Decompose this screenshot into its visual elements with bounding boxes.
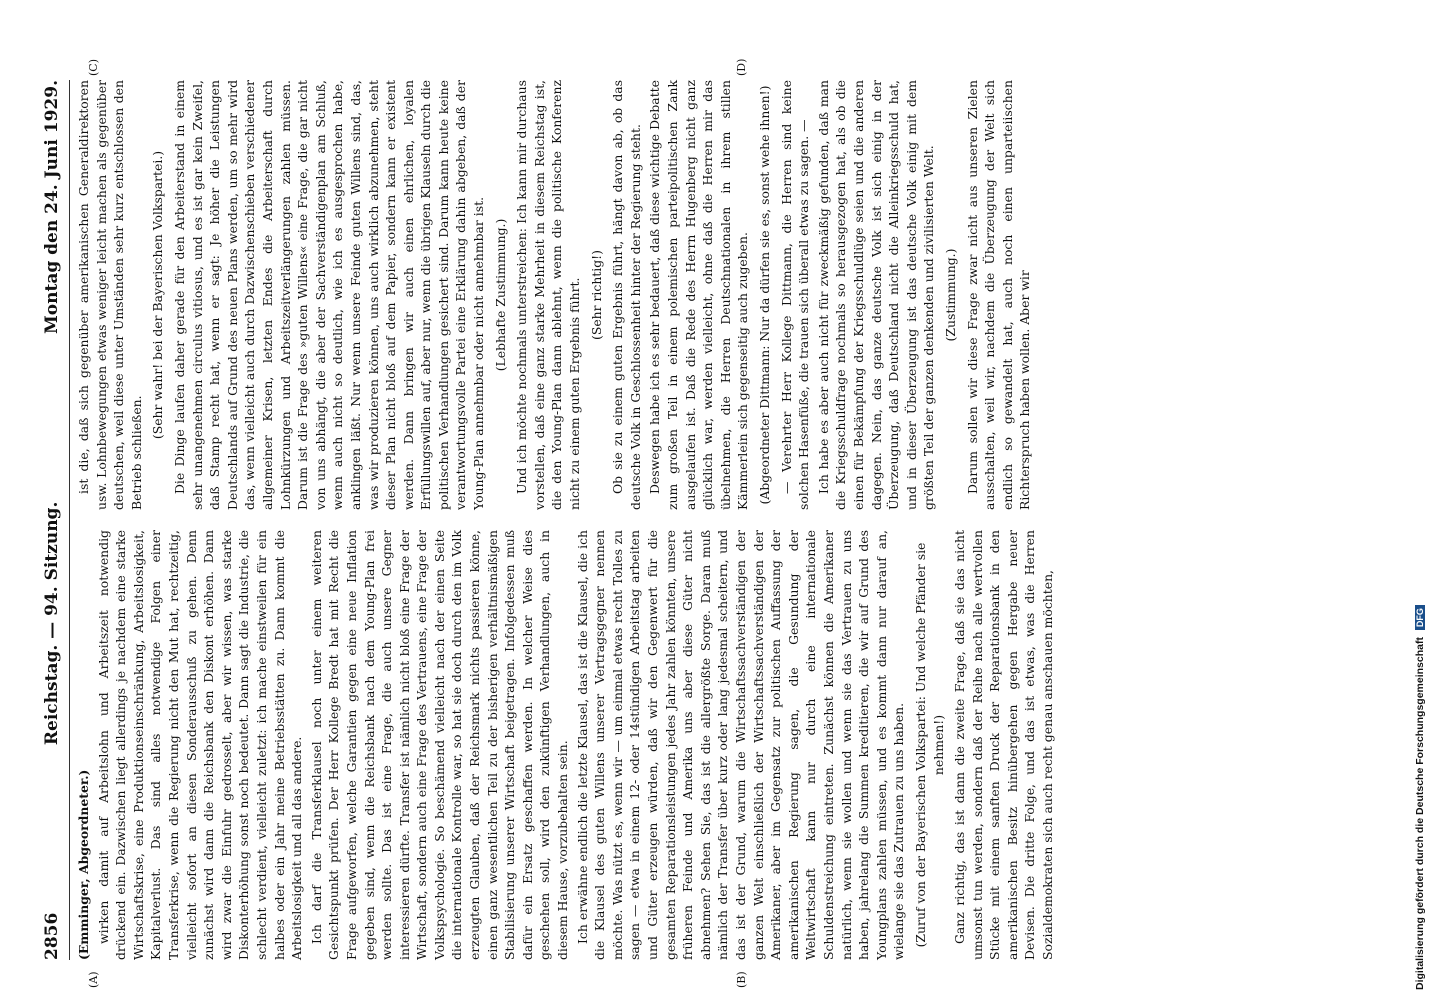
left-column-paragraph: (Emminger, Abgeordneter.) <box>76 769 91 960</box>
left-column <box>75 530 1059 960</box>
right-column-paragraph: (Lebhafte Zustimmung.) <box>492 218 508 372</box>
right-column-paragraph: Die Dinge laufen daher gerade für den Arbeiterstand in einem sehr unangenehmen circulus vitiosus, und es ist gar kein Zweifel, daß Stamp recht hat, wenn er sagt: Je höher die Leistungen Deutschlands auf Grund des neuen Plans werden, um so mehr wird das, wenn vielleicht auch durch Dazwischenschieben verschiedener allgemeiner Krisen, letzten Endes die Arbeiterschaft durch Lohnkürzungen und Arbeitszeitverlängerungen zahlen müssen. Darum ist die Frage des »guten Willens« eine Frage, die gar nicht von uns abhängt, die aber der Sachverständigenplan am Schluß, wenn auch nicht so deutlich, wie ich es ausgesprochen habe, anklingen läßt. Nur wenn unsere Feinde guten Willens sind, das, was wir produzieren können, uns auch wirklich abzunehmen, steht dieser Plan nicht bloß auf dem Papier, sondern kann er existent werden. Dann bringen wir auch einen ehrlichen, loyalen Erfüllungswillen auf, aber nur, wenn die übrigen Klauseln durch die politischen Verhandlungen gesichert sind. Darum kann heute keine verantwortungsvolle Partei eine Erklärung dahin abgeben, daß der Young-Plan annehmbar oder nicht annehmbar ist. <box>171 80 487 510</box>
right-column-paragraph: Deswegen habe ich es sehr bedauert, daß diese wichtige Debatte zum großen Teil in einem polemischen parteipolitischen Zank ausgelaufen ist. Daß die Rede des Herrn Hugenberg nicht ganz glücklich war, werden vielleicht, ohne daß die Herren mir das übelnehmen, die Herren Deutschnationalen in ihrem stillen Kämmerlein sich gegenseitig auch zugeben. <box>647 80 751 510</box>
left-column-paragraph: wirken damit auf Arbeitslohn und Arbeitszeit notwendig drückend ein. Dazwischen liegt allerdings je nachdem eine starke Wirtschaftskrise, eine Produktionseinschränkung, Arbeitslosigkeit, Kapitalverlust. Das sind alles notwendige Folgen einer Transferkrise, wenn die Regierung nicht den Mut hat, rechtzeitig, vielleicht sofort an diesen Sonderausschuß zu gehen. Denn zunächst wird dann die Reichsbank den Diskont erhöhen. Dann wird zwar die Einfuhr gedrosselt, aber wir wissen, was starke Diskonterhöhung sonst noch bedeutet. Dann sagt die Industrie, die schlecht verdient, vielleicht zuletzt: ich mache einstweilen für ein halbes oder ein Jahr meine Betriebsstätten zu. Dann kommt die Arbeitslosigkeit und all das andere. <box>95 530 305 960</box>
margin-marker-c: (C) <box>87 59 100 76</box>
right-column <box>75 80 1036 510</box>
right-column-paragraph: ist die, daß sich gegenüber amerikanischen Generaldirektoren usw. Lohnbewegungen etwas weniger leicht machen als gegenüber deutschen, weil diese unter Umständen sehr kurz entschlossen den Betrieb schließen. <box>76 80 144 510</box>
left-column-paragraph: Ganz richtig, das ist dann die zweite Frage, daß sie das nicht umsonst tun werden, sondern daß der Reihe nach alle wertvollen Stücke mit einem sanften Druck der Reparationsbank in den amerikanischen Besitz hinübergehen gegen Hergabe neuer Devisen. Die dritte Folge, und das ist etwas, was die Herren Sozialdemokraten sich auch recht genau anschauen möchten, <box>952 530 1056 960</box>
left-column-paragraph: (Zuruf von der Bayerischen Volkspartei: Und welche Pfänder sie nehmen!) <box>912 542 946 948</box>
right-column-paragraph: Ich habe es aber auch nicht für zweckmäßig gefunden, daß man die Kriegsschuldfrage nochmals so herausgezogen hat, als ob die einen für Bekämpfung der Kriegsschuldlüge seien und die anderen dagegen. Nein, das ganze deutsche Volk ist sich einig in der Überzeugung, daß Deutschland nicht die Alleinkriegsschuld hat, und in dieser Überzeugung ist das deutsche Volk einig mit dem größten Teil der ganzen denkenden und zivilisierten Welt. <box>815 80 937 510</box>
right-column-paragraph: (Sehr richtig!) <box>588 250 604 340</box>
right-column-paragraph: (Abgeordneter Dittmann: Nur da dürfen sie es, sonst wehe ihnen!) <box>756 85 772 505</box>
dfg-logo: DFG <box>1415 605 1425 630</box>
margin-marker-a: (A) <box>87 971 100 988</box>
left-column-paragraph: Ich darf die Transferklausel noch unter einem weiteren Gesichtspunkt prüfen. Der Herr Kollege Bredt hat mit Recht die Frage aufgeworfen, welche Garantien gegen eine neue Inflation gegeben sind, wenn die Reichsbank nach dem Young-Plan frei werden sollte. Das ist eine Frage, die auch unsere Gegner interessieren dürfte. Transfer ist nämlich nicht bloß eine Frage der Wirtschaft, sondern auch eine Frage des Vertrauens, eine Frage der Volkspsychologie. So beschämend vielleicht nach der einen Seite die internationale Kontrolle war, so hat sie doch durch den im Volk erzeugten Glauben, daß der Reichsmark nichts passieren könne, einen ganz wesentlichen Teil zu der bisherigen verhältnismäßigen Stabilisierung unserer Wirtschaft beigetragen. Infolgedessen muß dafür ein Ersatz geschaffen werden. In welcher Weise dies geschehen soll, wird den zukünftigen Verhandlungen, auch in diesem Hause, vorzubehalten sein. <box>308 530 571 960</box>
right-column-paragraph: Darum sollen wir diese Frage zwar nicht aus unseren Zielen ausschalten, weil wir, nachdem die Überzeugung der Welt sich endlich so gewandelt hat, auch noch einen unparteiischen Richterspruch haben wollen. Aber wir <box>964 80 1033 510</box>
right-column-paragraph: (Zustimmung.) <box>942 248 958 342</box>
margin-marker-b: (B) <box>735 971 748 988</box>
page-date: Montag den 24. Juni 1929. <box>42 80 62 335</box>
page-number: 2856 <box>42 912 62 960</box>
left-column-paragraph: Ich erwähne endlich die letzte Klausel, das ist die Klausel, die ich die Klausel des guten Willens unserer Vertragsgegner nennen möchte. Was nützt es, wenn wir — um einmal etwas recht Tolles zu sagen — etwa in einem 12- oder 14stündigen Arbeitstag arbeiten und Güter erzeugen würden, daß wir den Gegenwert für die gesamten Reparationsleistungen jedes Jahr zahlen könnten, unsere früheren Feinde und Amerika uns aber diese Güter nicht abnehmen? Sehen Sie, das ist die allergrößte Sorge. Daran muß nämlich der Transfer über kurz oder lang jedesmal scheitern, und das ist der Grund, warum die Wirtschaftssachverständigen der ganzen Welt einschließlich der Wirtschaftssachverständigen der Amerikaner, aber im Gegensatz zur politischen Auffassung der amerikanischen Regierung sagen, die Gesundung der Weltwirtschaft kann nur durch eine internationale Schuldenstreichung eintreten. Zunächst können die Amerikaner natürlich, wenn sie wollen und wenn sie das Vertrauen zu uns haben, jahrelang die Summen kreditieren, die wir auf Grund des Youngplans zahlen müssen, und es kommt dann nur darauf an, wielange sie das Zutrauen zu uns haben. <box>574 530 907 960</box>
page-title: Reichstag. — 94. Sitzung. <box>42 501 62 746</box>
side-credit <box>1412 10 1432 990</box>
page-header <box>35 80 70 960</box>
right-column-paragraph: Und ich möchte nochmals unterstreichen: Ich kann mir durchaus vorstellen, daß eine ganz starke Mehrheit in diesem Reichstag ist, die den Young-Plan dann ablehnt, wenn die politische Konferenz nicht zu einem guten Ergebnis führt. <box>514 80 583 510</box>
funding-note: Digitalisierung gefördert durch die Deutsche Forschungsgemeinschaft <box>1414 637 1426 990</box>
margin-marker-d: (D) <box>735 58 748 76</box>
rotated-page-content <box>35 58 1365 988</box>
right-column-paragraph: (Sehr wahr! bei der Bayerischen Volkspartei.) <box>150 150 166 440</box>
right-column-paragraph: — Verehrter Herr Kollege Dittmann, die Herren sind keine solchen Hasenfüße, die trauen sich überall etwas zu sagen. — <box>778 80 812 510</box>
right-column-paragraph: Ob sie zu einem guten Ergebnis führt, hängt davon ab, ob das deutsche Volk in Geschlossenheit hinter der Regierung steht. <box>610 80 643 510</box>
side-credit-text <box>1414 10 1426 990</box>
